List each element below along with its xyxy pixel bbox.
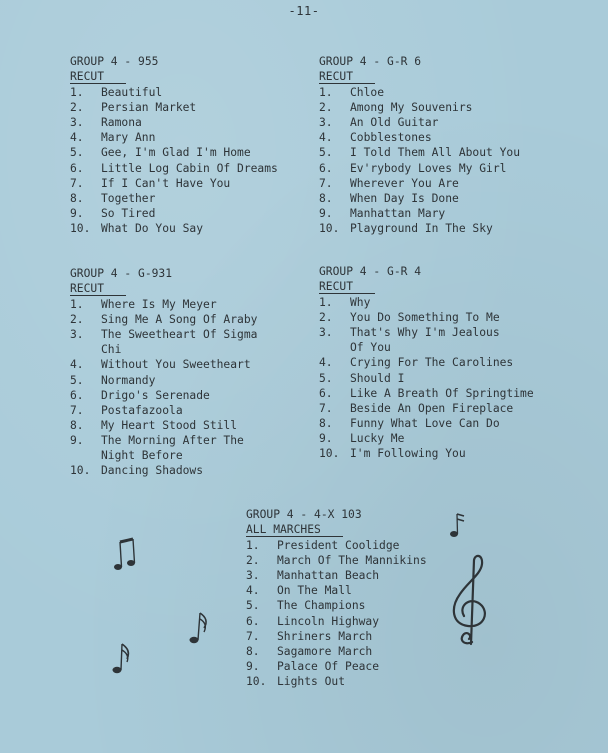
song-item [246, 583, 427, 598]
song-item [319, 446, 534, 461]
song-title: Beside An Open Fireplace [350, 401, 514, 415]
group-subtitle: ALL MARCHES [246, 523, 343, 537]
song-item [319, 371, 534, 386]
song-number: 1. [319, 296, 333, 310]
song-title: Crying For The Carolines [350, 356, 514, 370]
song-item [70, 403, 257, 418]
song-title: What Do You Say [101, 221, 204, 235]
song-number: 1. [319, 86, 333, 100]
song-number: 10. [246, 674, 267, 688]
song-item [70, 161, 278, 176]
song-title: My Heart Stood Still [101, 418, 238, 432]
song-title: Sagamore March [277, 644, 373, 658]
song-number: 10. [70, 464, 91, 478]
group-title: GROUP 4 - G-R 6 [319, 55, 422, 68]
song-item [319, 100, 520, 115]
song-item [70, 115, 278, 130]
song-title-continuation: Night Before [101, 449, 183, 463]
song-title: Wherever You Are [350, 176, 459, 190]
song-number: 2. [246, 554, 260, 568]
song-item [70, 373, 257, 388]
song-title: Sing Me A Song Of Araby [101, 313, 258, 327]
group-title: GROUP 4 - 4-X 103 [246, 508, 362, 521]
song-item [70, 221, 278, 236]
song-item [70, 100, 278, 115]
song-item [319, 115, 520, 130]
small-note-icon [446, 510, 470, 540]
song-title: That's Why I'm Jealous [350, 326, 500, 340]
song-number: 4. [319, 356, 333, 370]
song-number: 10. [319, 447, 340, 461]
song-number: 8. [246, 644, 260, 658]
song-number: 5. [319, 371, 333, 385]
song-item [70, 297, 257, 312]
song-item [70, 176, 278, 191]
group-title: GROUP 4 - 955 [70, 55, 159, 68]
song-title: If I Can't Have You [101, 176, 231, 190]
group-title: GROUP 4 - G-931 [70, 267, 173, 280]
song-item [70, 418, 257, 433]
song-item [319, 145, 520, 160]
group-g-r-4 [319, 264, 534, 461]
song-title: Normandy [101, 373, 156, 387]
song-title: Ramona [101, 116, 142, 130]
song-item [70, 312, 257, 327]
song-item [319, 191, 520, 206]
song-item [319, 416, 534, 431]
song-number: 3. [319, 116, 333, 130]
song-number: 9. [319, 206, 333, 220]
song-title: Funny What Love Can Do [350, 416, 500, 430]
song-item [319, 355, 534, 370]
song-number: 4. [70, 358, 84, 372]
song-title: I'm Following You [350, 447, 466, 461]
song-item [246, 568, 427, 583]
song-title: Gee, I'm Glad I'm Home [101, 146, 251, 160]
song-number: 3. [70, 328, 84, 342]
song-title: Ev'rybody Loves My Girl [350, 161, 507, 175]
song-number: 4. [70, 131, 84, 145]
song-number: 3. [70, 116, 84, 130]
song-item [70, 388, 257, 403]
song-number: 2. [70, 313, 84, 327]
treble-clef-icon [438, 552, 502, 650]
song-title: Postafazoola [101, 403, 183, 417]
song-title: Without You Sweetheart [101, 358, 251, 372]
song-title: Beautiful [101, 86, 163, 100]
song-title: An Old Guitar [350, 116, 439, 130]
song-item [246, 629, 427, 644]
song-item [319, 386, 534, 401]
song-item [319, 85, 520, 100]
song-title: Manhattan Beach [277, 569, 380, 583]
song-title: Lucky Me [350, 431, 405, 445]
song-title: Like A Breath Of Springtime [350, 386, 534, 400]
song-item [70, 130, 278, 145]
song-title: Dancing Shadows [101, 464, 204, 478]
song-title: The Sweetheart Of Sigma [101, 328, 258, 342]
song-number: 9. [70, 433, 84, 447]
song-number: 5. [70, 146, 84, 160]
song-list [319, 85, 520, 236]
song-number: 6. [246, 614, 260, 628]
group-955 [70, 54, 278, 236]
song-number: 7. [319, 176, 333, 190]
group-subtitle: RECUT [319, 280, 375, 294]
song-number: 8. [319, 416, 333, 430]
song-title: Chloe [350, 86, 385, 100]
song-number: 2. [70, 101, 84, 115]
song-number: 5. [70, 373, 84, 387]
double-eighth-note-icon [110, 536, 140, 572]
song-item [70, 206, 278, 221]
song-title: Palace Of Peace [277, 659, 380, 673]
song-item [319, 295, 534, 310]
song-item [70, 145, 278, 160]
song-item [246, 614, 427, 629]
song-item [70, 85, 278, 100]
song-title: Little Log Cabin Of Dreams [101, 161, 278, 175]
song-number: 7. [70, 176, 84, 190]
song-title: Mary Ann [101, 131, 156, 145]
song-item [319, 176, 520, 191]
song-item [319, 206, 520, 221]
group-g-931 [70, 266, 257, 478]
song-item [319, 310, 534, 325]
song-number: 7. [246, 629, 260, 643]
song-number: 10. [319, 221, 340, 235]
song-number: 1. [70, 298, 84, 312]
song-title: Where Is My Meyer [101, 298, 217, 312]
song-title: Together [101, 191, 156, 205]
group-subtitle: RECUT [70, 282, 126, 296]
song-number: 5. [319, 146, 333, 160]
song-title: I Told Them All About You [350, 146, 521, 160]
song-item [70, 463, 257, 478]
song-title: On The Mall [277, 584, 352, 598]
song-title: Shriners March [277, 629, 373, 643]
song-title: Among My Souvenirs [350, 101, 473, 115]
song-title: Manhattan Mary [350, 206, 446, 220]
song-item [70, 433, 257, 463]
song-number: 7. [70, 403, 84, 417]
song-list [70, 85, 278, 236]
song-item [319, 130, 520, 145]
group-title: GROUP 4 - G-R 4 [319, 265, 422, 278]
eighth-note-icon [186, 608, 212, 646]
song-number: 10. [70, 221, 91, 235]
song-title: When Day Is Done [350, 191, 459, 205]
song-title-continuation: Chi [101, 343, 122, 357]
song-item [319, 221, 520, 236]
song-title: The Morning After The [101, 433, 244, 447]
song-number: 5. [246, 599, 260, 613]
song-item [70, 327, 257, 357]
group-subtitle: RECUT [70, 70, 126, 84]
song-item [319, 161, 520, 176]
song-number: 6. [70, 388, 84, 402]
song-number: 3. [319, 326, 333, 340]
song-number: 9. [246, 659, 260, 673]
song-item [319, 401, 534, 416]
group-4-x-103 [246, 507, 427, 689]
song-item [246, 659, 427, 674]
song-number: 4. [246, 584, 260, 598]
song-item [319, 325, 534, 355]
song-title: Lincoln Highway [277, 614, 380, 628]
flag-note-icon [108, 640, 134, 676]
song-title: Drigo's Serenade [101, 388, 210, 402]
song-number: 8. [70, 418, 84, 432]
song-number: 9. [70, 206, 84, 220]
song-number: 6. [319, 386, 333, 400]
song-title: Lights Out [277, 674, 346, 688]
song-item [70, 191, 278, 206]
song-list [246, 538, 427, 689]
group-g-r-6 [319, 54, 520, 236]
page-number: -11- [288, 4, 320, 18]
song-item [246, 598, 427, 613]
song-title: Playground In The Sky [350, 221, 493, 235]
song-item [319, 431, 534, 446]
song-title: Why [350, 296, 371, 310]
song-title: The Champions [277, 599, 366, 613]
song-title: March Of The Mannikins [277, 554, 427, 568]
song-item [246, 674, 427, 689]
song-number: 2. [319, 311, 333, 325]
song-number: 4. [319, 131, 333, 145]
song-list [319, 295, 534, 461]
song-item [246, 553, 427, 568]
song-number: 8. [319, 191, 333, 205]
song-title: Persian Market [101, 101, 197, 115]
song-number: 8. [70, 191, 84, 205]
song-number: 1. [70, 86, 84, 100]
song-item [70, 357, 257, 372]
song-list [70, 297, 257, 478]
song-item [246, 644, 427, 659]
group-subtitle: RECUT [319, 70, 375, 84]
song-title-continuation: Of You [350, 341, 391, 355]
song-title: President Coolidge [277, 539, 400, 553]
song-number: 7. [319, 401, 333, 415]
song-number: 6. [70, 161, 84, 175]
song-number: 2. [319, 101, 333, 115]
song-number: 1. [246, 539, 260, 553]
song-title: So Tired [101, 206, 156, 220]
song-number: 3. [246, 569, 260, 583]
song-number: 6. [319, 161, 333, 175]
song-item [246, 538, 427, 553]
song-number: 9. [319, 431, 333, 445]
song-title: Cobblestones [350, 131, 432, 145]
song-title: Should I [350, 371, 405, 385]
song-title: You Do Something To Me [350, 311, 500, 325]
